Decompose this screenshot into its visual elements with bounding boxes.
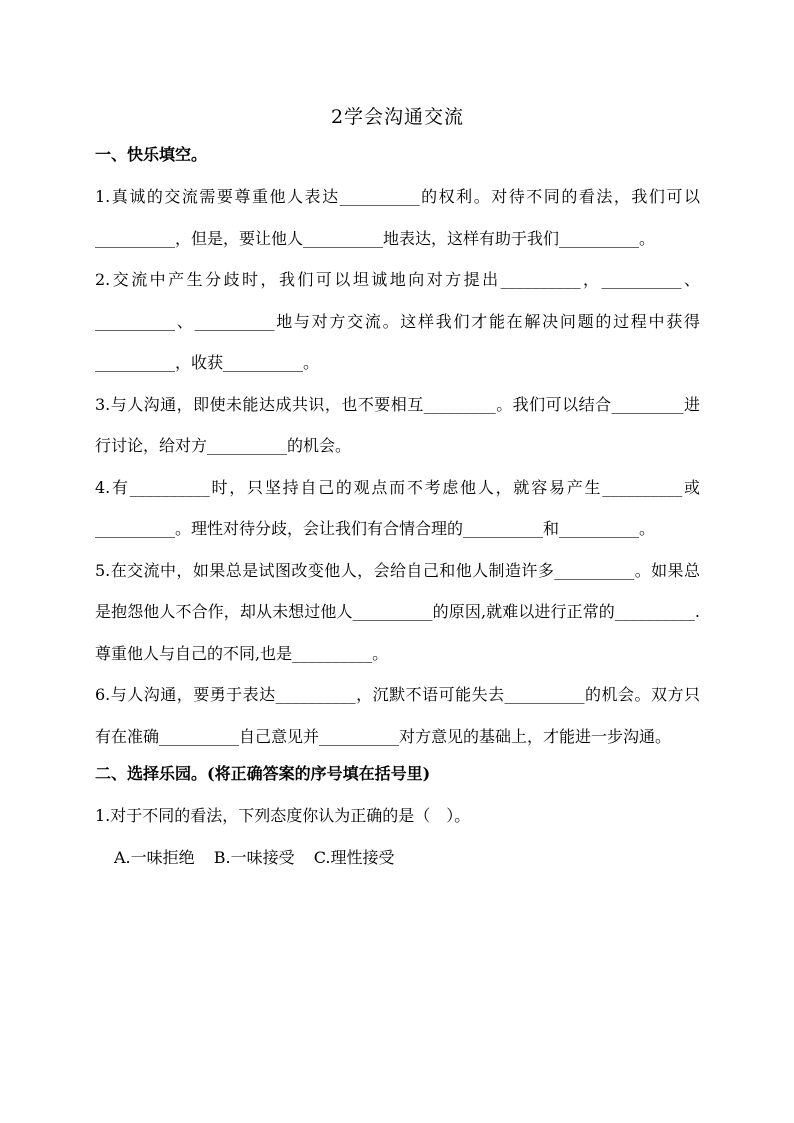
choice-question-1-options	[95, 837, 700, 879]
choice-option-c: C.理性接受	[313, 847, 395, 867]
choice-option-b: B.一味接受	[213, 847, 295, 867]
fill-blank-question-4: 4.有__________时，只坚持自己的观点而不考虑他人，就容易产生__________或__________。理性对待分歧，会让我们有合情合理的__________和__________。	[95, 477, 700, 538]
choice-option-a: A.一味拒绝	[114, 847, 195, 867]
choice-question-1-stem: 1.对于不同的看法，下列态度你认为正确的是（ ）。	[95, 806, 471, 825]
fill-blank-question-3: 3.与人沟通，即使未能达成共识，也不要相互_________。我们可以结合_________进行讨论，给对方__________的机会。	[95, 394, 700, 455]
fill-blank-question-5: 5.在交流中，如果总是试图改变他人，会给自己和他人制造许多__________。如果总是抱怨他人不合作，却从未想过他人__________的原因,就难以进行正常的__________.尊重他人与自己的不同,也是__________。	[95, 560, 700, 663]
page-title: 2学会沟通交流	[330, 106, 465, 128]
fill-blank-question-1: 1.真诚的交流需要尊重他人表达__________的权利。对待不同的看法，我们可以__________，但是，要让他人__________地表达，这样有助于我们__________。	[95, 187, 700, 248]
section-heading-fill-blank: 一、快乐填空。	[95, 145, 208, 164]
section-heading-multiple-choice: 二、选择乐园。(将正确答案的序号填在括号里)	[95, 764, 431, 783]
fill-blank-question-6: 6.与人沟通，要勇于表达__________，沉默不语可能失去__________的机会。双方只有在准确__________自己意见并__________对方意见的基础上，才能进一步沟通。	[95, 685, 700, 746]
fill-blank-question-2: 2.交流中产生分歧时，我们可以坦诚地向对方提出__________，__________、__________、__________地与对方交流。这样我们才能在解决问题的过程中获得__________，收获__________。	[95, 270, 700, 372]
worksheet-page	[95, 100, 700, 878]
